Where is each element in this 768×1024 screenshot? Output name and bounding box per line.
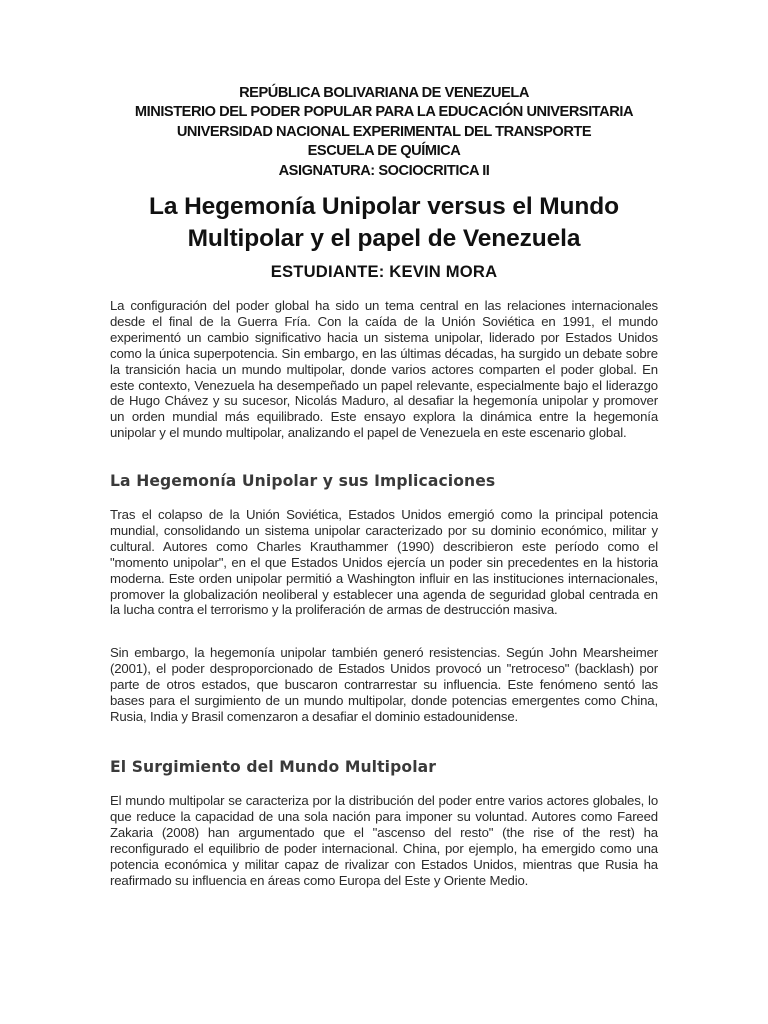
document-title bbox=[80, 191, 688, 255]
header-line-subject: ASIGNATURA: SOCIOCRITICA II bbox=[278, 162, 490, 179]
header-line-ministry: MINISTERIO DEL PODER POPULAR PARA LA EDUCACIÓN UNIVERSITARIA bbox=[134, 104, 634, 121]
section-paragraph-unipolar-1: Tras el colapso de la Unión Soviética, Estados Unidos emergió como la principal potencia mundial, consolidando un sistema unipolar caracterizado por su dominio económico, militar y cultural. Autores como Charles Krauthammer (1990) describieron este período como el "momento unipolar", en el que Estados Unidos ejercía un poder sin precedentes en la historia moderna. Este orden unipolar permitió a Washington influir en las instituciones internacionales, promover la globalización neoliberal y establecer una agenda de seguridad global centrada en la lucha contra el terrorismo y la proliferación de armas de destrucción masiva. bbox=[110, 507, 658, 618]
header-line-school: ESCUELA DE QUÍMICA bbox=[307, 143, 461, 160]
section-heading-multipolar: El Surgimiento del Mundo Multipolar bbox=[110, 758, 437, 776]
section-paragraph-unipolar-2: Sin embargo, la hegemonía unipolar también generó resistencias. Según John Mearsheimer (2001), el poder desproporcionado de Estados Unidos provocó un "retroceso" (backlash) por parte de otros estados, que buscaron contrarrestar su influencia. Este fenómeno sentó las bases para el surgimiento de un mundo multipolar, donde potencias emergentes como China, Rusia, India y Brasil comenzaron a desafiar el dominio estadounidense. bbox=[110, 645, 658, 724]
title-line-1: La Hegemonía Unipolar versus el Mundo bbox=[148, 193, 620, 220]
student-name: ESTUDIANTE: KEVIN MORA bbox=[270, 262, 498, 281]
title-line-2: Multipolar y el papel de Venezuela bbox=[187, 225, 581, 252]
section-paragraph-multipolar-1: El mundo multipolar se caracteriza por la distribución del poder entre varios actores globales, lo que reduce la capacidad de una sola nación para imponer su voluntad. Autores como Fareed Zakaria (2008) han argumentado que el "ascenso del resto" (the rise of the rest) ha reconfigurado el equilibrio de poder internacional. China, por ejemplo, ha emergido como una potencia económica y militar capaz de rivalizar con Estados Unidos, mientras que Rusia ha reafirmado su influencia en áreas como Europa del Este y Oriente Medio. bbox=[110, 793, 658, 888]
section-heading-unipolar: La Hegemonía Unipolar y sus Implicaciones bbox=[110, 472, 496, 490]
intro-paragraph: La configuración del poder global ha sido un tema central en las relaciones internacionales desde el final de la Guerra Fría. Con la caída de la Unión Soviética en 1991, el mundo experimentó un cambio significativo hacia un sistema unipolar, liderado por Estados Unidos como la única superpotencia. Sin embargo, en las últimas décadas, ha surgido un debate sobre la transición hacia un mundo multipolar, donde varios actores comparten el poder global. En este contexto, Venezuela ha desempeñado un papel relevante, especialmente bajo el liderazgo de Hugo Chávez y su sucesor, Nicolás Maduro, al desafiar la hegemonía unipolar y promover un orden mundial más equilibrado. Este ensayo explora la dinámica entre la hegemonía unipolar y el mundo multipolar, analizando el papel de Venezuela en este escenario global. bbox=[110, 298, 658, 441]
institution-header bbox=[100, 84, 668, 181]
header-line-republic: REPÚBLICA BOLIVARIANA DE VENEZUELA bbox=[239, 85, 529, 101]
header-line-university: UNIVERSIDAD NACIONAL EXPERIMENTAL DEL TRANSPORTE bbox=[176, 123, 592, 140]
